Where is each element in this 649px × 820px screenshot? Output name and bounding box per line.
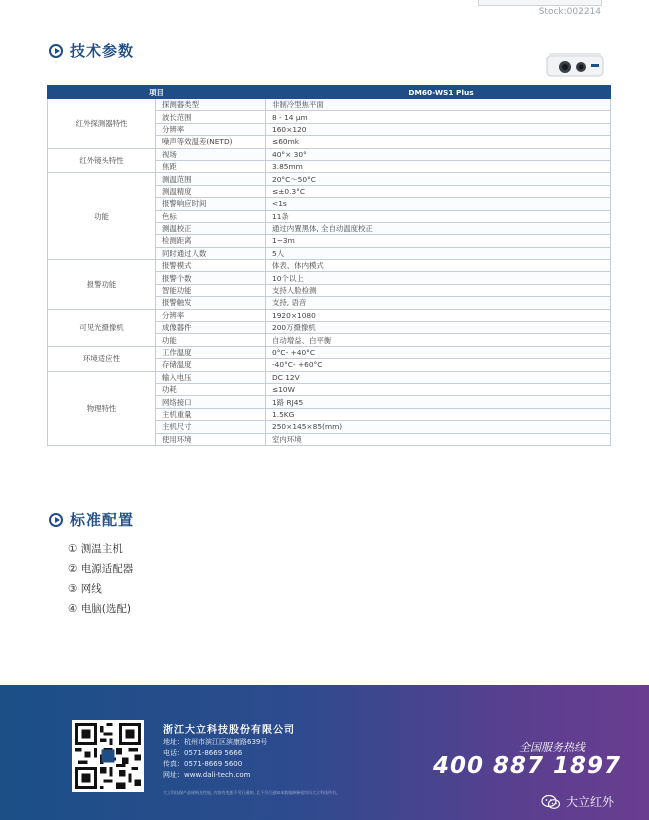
param-value-cell: 室内环境 xyxy=(266,433,611,445)
table-row xyxy=(48,148,611,160)
param-name-cell: 色标 xyxy=(156,210,266,222)
param-name-cell: 网络接口 xyxy=(156,396,266,408)
param-value-cell: <1s xyxy=(266,198,611,210)
param-value-cell: 体表、体内模式 xyxy=(266,260,611,272)
category-cell: 物理特性 xyxy=(48,371,156,445)
param-value-cell: 1.5KG xyxy=(266,408,611,420)
std-config-title: 标准配置 xyxy=(70,511,135,529)
param-value-cell: 11条 xyxy=(266,210,611,222)
category-cell: 功能 xyxy=(48,173,156,260)
std-config-list xyxy=(68,539,133,619)
param-name-cell: 分辨率 xyxy=(156,123,266,135)
param-name-cell: 存储温度 xyxy=(156,359,266,371)
param-name-cell: 报警响应时间 xyxy=(156,198,266,210)
param-value-cell: 非制冷型焦平面 xyxy=(266,99,611,111)
play-circle-icon xyxy=(49,44,63,58)
param-value-cell: 200万摄像机 xyxy=(266,322,611,334)
qr-code xyxy=(72,720,144,792)
param-name-cell: 报警个数 xyxy=(156,272,266,284)
param-value-cell: 5人 xyxy=(266,247,611,259)
param-name-cell: 同时通过人数 xyxy=(156,247,266,259)
tech-params-title: 技术参数 xyxy=(70,42,135,60)
spec-table xyxy=(47,85,611,446)
website-line: 网址：www.dali-tech.com xyxy=(163,771,251,779)
param-value-cell: 40°× 30° xyxy=(266,148,611,160)
param-value-cell: 160×120 xyxy=(266,123,611,135)
param-value-cell: 1920×1080 xyxy=(266,309,611,321)
param-value-cell: 支持, 语音 xyxy=(266,297,611,309)
std-config-heading xyxy=(49,509,134,530)
wechat-name: 大立红外 xyxy=(566,795,615,809)
phone-line: 电话：0571-8669 5666 xyxy=(163,749,243,757)
product-image xyxy=(545,50,605,80)
table-row xyxy=(48,371,611,383)
param-value-cell: 20°C～50°C xyxy=(266,173,611,185)
list-item: ③ 网线 xyxy=(68,583,102,595)
param-value-cell: 10个以上 xyxy=(266,272,611,284)
table-row xyxy=(48,260,611,272)
param-name-cell: 主机重量 xyxy=(156,408,266,420)
param-name-cell: 视场 xyxy=(156,148,266,160)
wechat-account xyxy=(541,793,614,810)
col-item-header: 项目 xyxy=(48,86,266,99)
param-value-cell: 0°C- +40°C xyxy=(266,346,611,358)
param-name-cell: 智能功能 xyxy=(156,284,266,296)
param-name-cell: 波长范围 xyxy=(156,111,266,123)
play-circle-icon xyxy=(49,513,63,527)
param-value-cell: 250×145×85(mm) xyxy=(266,421,611,433)
contact-info xyxy=(163,737,267,781)
param-value-cell: 支持人脸检测 xyxy=(266,284,611,296)
address-line: 地址：杭州市滨江区滨康路639号 xyxy=(163,738,268,746)
table-row xyxy=(48,309,611,321)
table-row xyxy=(48,346,611,358)
disclaimer-text: 大立科技保产品规格及性能, 内容有变恕不另行通知, 且不另行通知本数据修释权均归大立科技所有。 xyxy=(163,790,341,795)
param-name-cell: 输入电压 xyxy=(156,371,266,383)
list-item: ④ 电脑(选配) xyxy=(68,603,131,615)
param-value-cell: ≤±0.3°C xyxy=(266,185,611,197)
stock-code: Stock:002214 xyxy=(538,7,601,17)
top-search-box xyxy=(478,0,602,6)
param-name-cell: 检测距离 xyxy=(156,235,266,247)
param-name-cell: 分辨率 xyxy=(156,309,266,321)
param-name-cell: 焦距 xyxy=(156,160,266,172)
table-row xyxy=(48,99,611,111)
company-name: 浙江大立科技股份有限公司 xyxy=(163,725,295,736)
param-value-cell: DC 12V xyxy=(266,371,611,383)
category-cell: 环境适应性 xyxy=(48,346,156,371)
wechat-icon xyxy=(541,794,561,810)
fax-line: 传真：0571-8669 5600 xyxy=(163,760,243,768)
param-name-cell: 报警模式 xyxy=(156,260,266,272)
list-item: ① 测温主机 xyxy=(68,543,123,555)
param-name-cell: 探测器类型 xyxy=(156,99,266,111)
param-name-cell: 功能 xyxy=(156,334,266,346)
param-value-cell: 自动增益、白平衡 xyxy=(266,334,611,346)
param-value-cell: ≤60mk xyxy=(266,136,611,148)
hotline-label: 全国服务热线 xyxy=(519,741,585,754)
param-name-cell: 使用环境 xyxy=(156,433,266,445)
category-cell: 可见光摄像机 xyxy=(48,309,156,346)
param-name-cell: 测温校正 xyxy=(156,222,266,234)
spec-table-header xyxy=(48,86,611,99)
param-value-cell: 1路 RJ45 xyxy=(266,396,611,408)
param-value-cell: ≤10W xyxy=(266,383,611,395)
param-value-cell: 3.85mm xyxy=(266,160,611,172)
param-name-cell: 功耗 xyxy=(156,383,266,395)
category-cell: 报警功能 xyxy=(48,260,156,310)
category-cell: 红外探测器特性 xyxy=(48,99,156,149)
param-value-cell: -40°C- +60°C xyxy=(266,359,611,371)
param-value-cell: 8 - 14 μm xyxy=(266,111,611,123)
param-value-cell: 通过内置黑体, 全自动温度校正 xyxy=(266,222,611,234)
param-name-cell: 报警触发 xyxy=(156,297,266,309)
col-model-header: DM60-WS1 Plus xyxy=(266,86,611,99)
param-name-cell: 主机尺寸 xyxy=(156,421,266,433)
param-name-cell: 测温精度 xyxy=(156,185,266,197)
param-value-cell: 1~3m xyxy=(266,235,611,247)
tech-params-heading xyxy=(49,40,134,61)
param-name-cell: 测温范围 xyxy=(156,173,266,185)
param-name-cell: 工作温度 xyxy=(156,346,266,358)
category-cell: 红外镜头特性 xyxy=(48,148,156,173)
hotline-number: 400 887 1897 xyxy=(433,753,622,779)
table-row xyxy=(48,173,611,185)
list-item: ② 电源适配器 xyxy=(68,563,134,575)
param-name-cell: 成像器件 xyxy=(156,322,266,334)
param-name-cell: 噪声等效温差(NETD) xyxy=(156,136,266,148)
